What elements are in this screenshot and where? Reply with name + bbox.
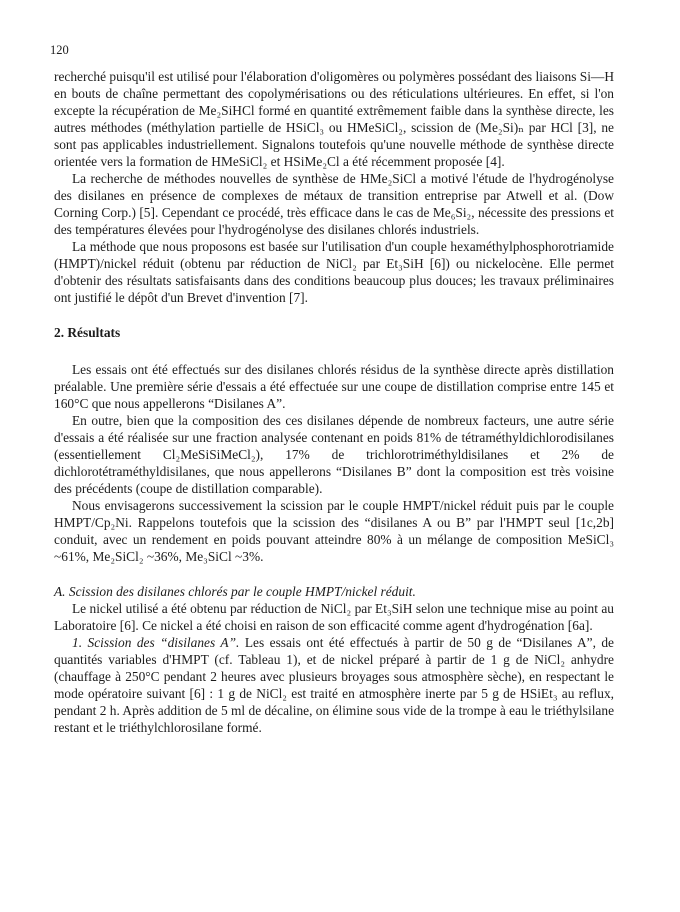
paragraph-7: Le nickel utilisé a été obtenu par réduction de NiCl₂ par Et₃SiH selon une technique mise au point au Laboratoire [6]. Ce nickel a été choisi en raison de son efficacité comme agent d'hydrogénation [6a]. [54,601,614,633]
paragraph-8-body: Les essais ont été effectués à partir de 50 g de “Disilanes A”, de quantités variables d'HMPT (cf. Tableau 1), et de nickel préparé à partir de 1 g de NiCl₂ anhydre (chauffage à 250°C pendant 2 heures avec plusieurs broyages sous atmosphère sèche), en respectant le mode opératoire suivant [6] : 1 g de NiCl₂ est traité en atmosphère inerte par 5 g de HSiEt₃ au reflux, pendant 2 h. Après addition de 5 ml de décaline, on élimine sous vide de la trompe à eau le triéthylsilane restant et le triéthylchlorosilane formé. [54,635,615,735]
paragraph-5: En outre, bien que la composition des ces disilanes dépende de nombreux facteurs, une autre série d'essais a été réalisée sur une fraction analysée contenant en poids 81% de tétraméthyldichlorodisilanes (essentiellement Cl₂MeSiSiMeCl₂), 17% de trichlorotriméthyldisilanes et 2% de dichlorotétraméthyldisilanes, que nous appellerons “Disilanes B” dont la composition est très voisine des précédents (coupe de distillation comparable). [54,413,614,496]
paragraph-3: La méthode que nous proposons est basée sur l'utilisation d'un couple hexaméthylphosphorotriamide (HMPT)/nickel réduit (obtenu par réduction de NiCl₂ par Et₃SiH [6]) ou nickelocène. Elle permet d'obtenir des résultats satisfaisants dans des conditions beaucoup plus douces; les travaux préliminaires ont justifié le dépôt d'un Brevet d'invention [7]. [54,239,614,305]
page-number: 120 [50,43,69,57]
paragraph-1: recherché puisqu'il est utilisé pour l'élaboration d'oligomères ou polymères possédant des liaisons Si—H en bouts de chaîne permettant des copolymérisations ou des réticulations ultérieures. En effet, si l'on excepte la récupération de Me₂SiHCl formé en quantité extrêmement faible dans la synthèse directe, les autres méthodes (méthylation partielle de HSiCl₃ ou HMeSiCl₂, scission de (Me₂Si)ₙ par HCl [3], ne sont pas applicables industriellement. Signalons toutefois qu'une nouvelle méthode de synthèse directe orientée vers la formation de HMeSiCl₂ et HSiMe₂Cl a été récemment proposée [4]. [54,69,614,169]
section-heading: 2. Résultats [54,325,121,340]
paragraph-6: Nous envisagerons successivement la scission par le couple HMPT/nickel réduit puis par le couple HMPT/Cp₂Ni. Rappelons toutefois que la scission des “disilanes A ou B” par l'HMPT seul [1c,2b] conduit, avec un rendement en poids pouvant atteindre 80% à un mélange de composition MeSiCl₃ ~61%, Me₂SiCl₂ ~36%, Me₃SiCl ~3%. [54,498,614,564]
paragraph-2: La recherche de méthodes nouvelles de synthèse de HMe₂SiCl a motivé l'étude de l'hydrogénolyse des disilanes en présence de complexes de métaux de transition entreprise par Atwell et al. (Dow Corning Corp.) [5]. Cependant ce procédé, très efficace dans le cas de Me₆Si₂, nécessite des pressions et des températures élevées pour l'hydrogénolyse des disilanes chlorés industriels. [54,171,614,237]
subsection-heading: A. Scission des disilanes chlorés par le couple HMPT/nickel réduit. [54,584,416,599]
paragraph-4: Les essais ont été effectués sur des disilanes chlorés résidus de la synthèse directe après distillation préalable. Une première série d'essais a été effectuée sur une coupe de distillation comprise entre 145 et 160°C que nous appellerons “Disilanes A”. [54,362,614,411]
paragraph-8-lead: 1. Scission des “disilanes A”. [72,635,240,650]
body-text [54,68,614,736]
paragraph-8 [54,634,614,736]
